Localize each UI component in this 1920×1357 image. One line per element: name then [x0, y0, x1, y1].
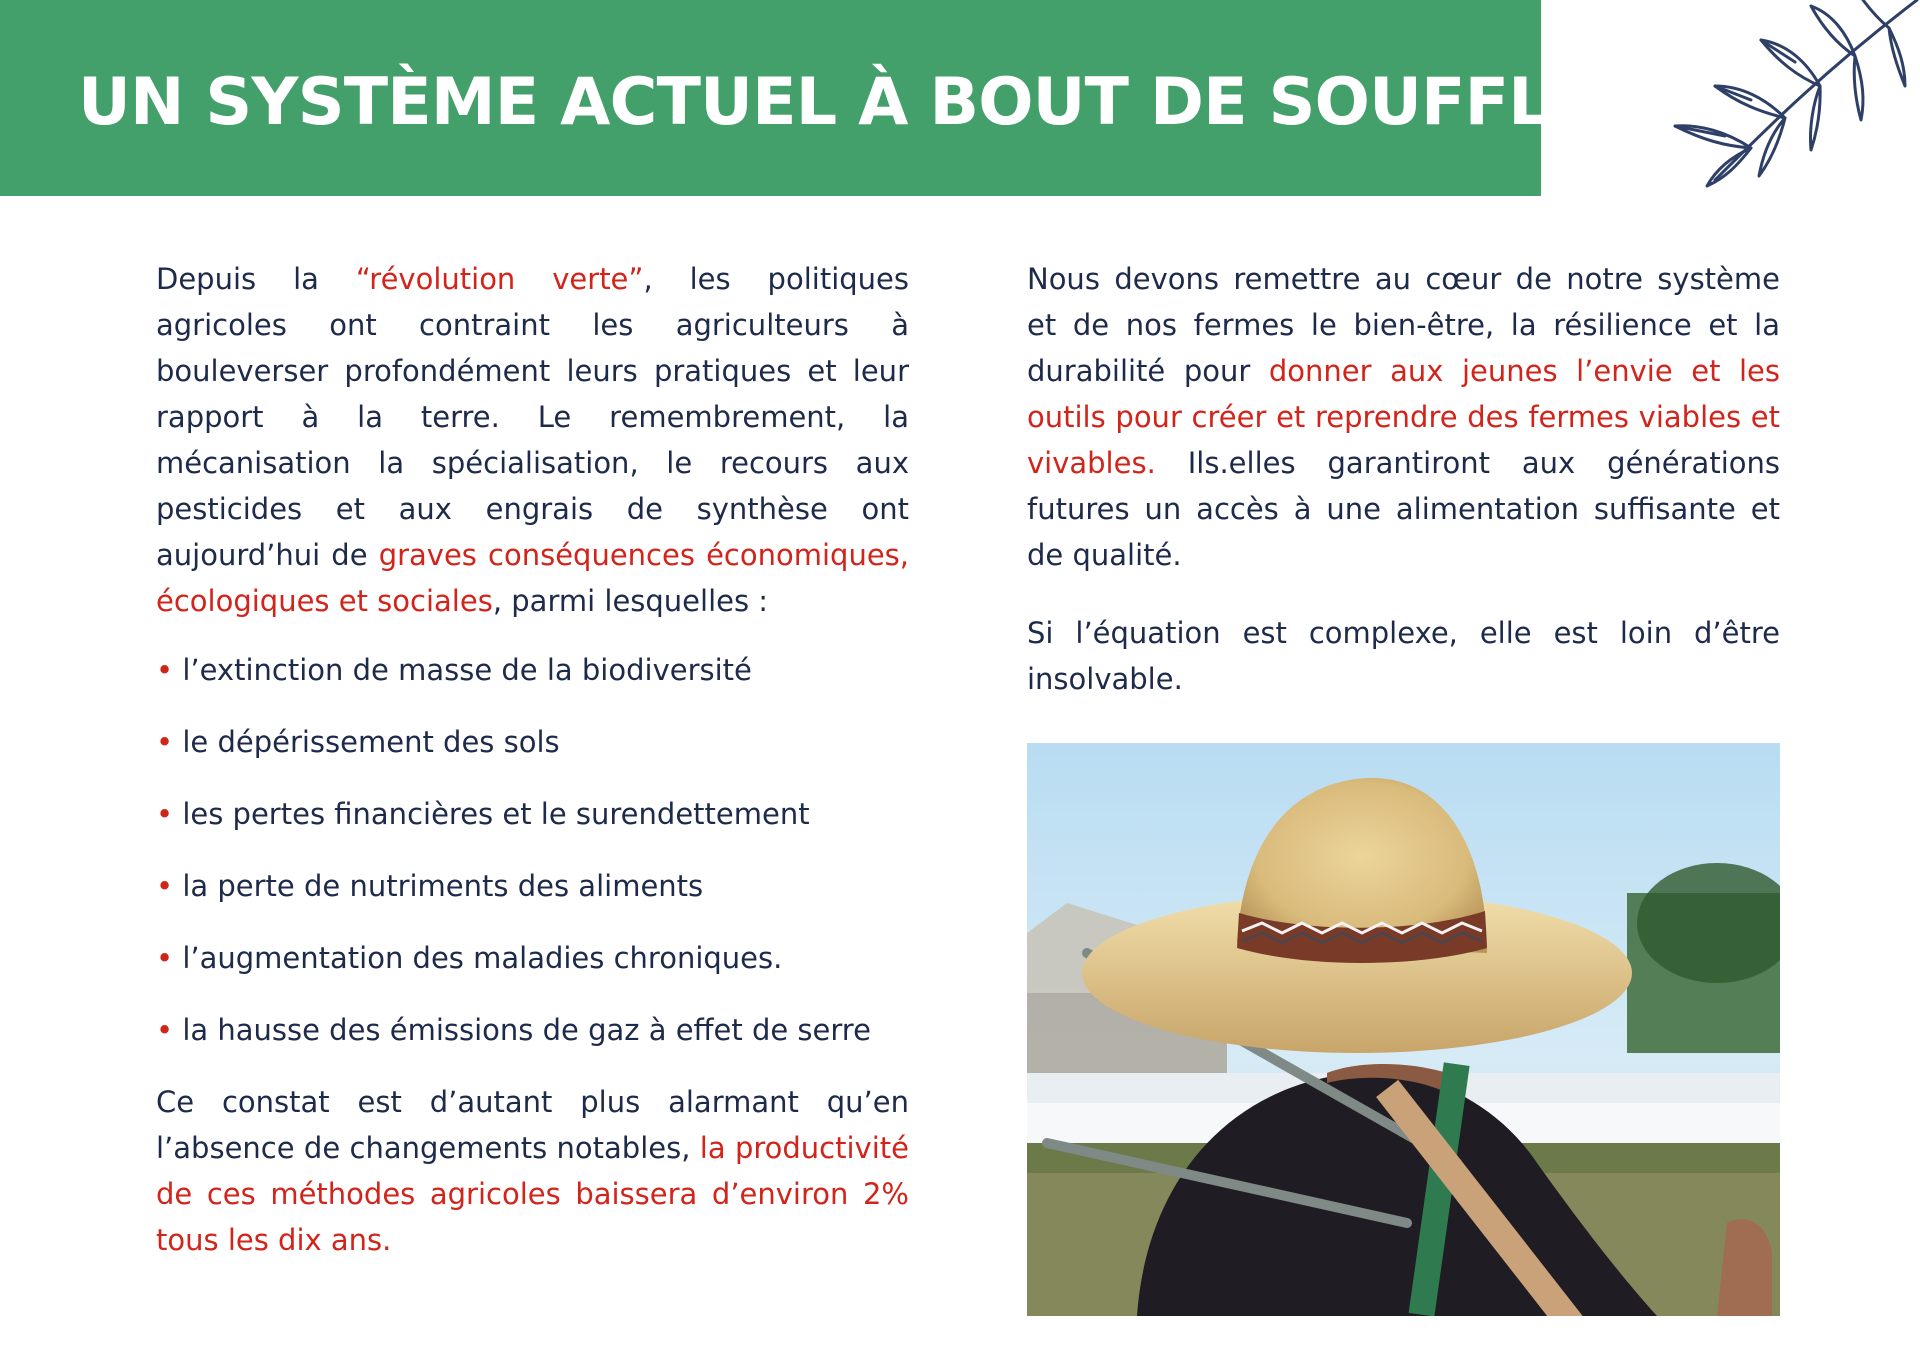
list-item [156, 719, 909, 765]
page-title: UN SYSTÈME ACTUEL À BOUT DE SOUFFLE [78, 65, 1593, 140]
intro-text-1: Depuis la [156, 262, 356, 296]
list-item-text: le dépérissement des sols [182, 725, 560, 759]
right-paragraph-2: Si l’équation est complexe, elle est loin d’être insolvable. [1027, 616, 1780, 696]
bullet-dot-icon: • [156, 725, 174, 759]
conclusion-text: Ce constat est d’autant plus alarmant qu’en l’absence de changements notables, [156, 1085, 909, 1165]
left-column [156, 256, 909, 1263]
intro-highlight-consequences: graves conséquences économiques, écologiques et sociales [156, 538, 909, 618]
bullet-dot-icon: • [156, 797, 174, 831]
intro-highlight-revolution: “révolution verte” [355, 262, 644, 296]
list-item [156, 1007, 909, 1053]
bullet-dot-icon: • [156, 941, 174, 975]
right-highlight: donner aux jeunes l’envie et les outils pour créer et reprendre des fermes viables et vivables. [1027, 354, 1780, 480]
intro-text-2: , les politiques agricoles ont contraint les agriculteurs à bouleverser profondément leurs pratiques et leur rapport à la terre. Le remembrement, la mécanisation la spécialisation, le recours aux pesticides et aux engrais de synthèse ont aujourd’hui de [156, 262, 909, 572]
list-item-text: l’extinction de masse de la biodiversité [182, 653, 752, 687]
right-column [1027, 256, 1780, 702]
farmer-photo [1027, 743, 1780, 1316]
list-item [156, 935, 909, 981]
list-item [156, 647, 909, 693]
conclusion-paragraph [156, 1079, 909, 1263]
list-item-text: les pertes financières et le surendettement [182, 797, 810, 831]
list-item-text: l’augmentation des maladies chroniques. [182, 941, 783, 975]
right-text-1: Nous devons remettre au cœur de notre système et de nos fermes le bien-être, la résilience et la durabilité pour [1027, 262, 1780, 388]
consequences-list [156, 647, 909, 1053]
intro-text-3: , parmi lesquelles : [492, 584, 769, 618]
leaf-sprig-icon [1655, 0, 1920, 195]
list-item-text: la perte de nutriments des aliments [182, 869, 704, 903]
intro-paragraph [156, 256, 909, 624]
bullet-dot-icon: • [156, 1013, 174, 1047]
farmer-straw-hat-image [1027, 743, 1780, 1316]
list-item [156, 791, 909, 837]
right-paragraph-1 [1027, 256, 1780, 578]
list-item [156, 863, 909, 909]
conclusion-highlight: la productivité de ces méthodes agricoles baissera d’environ 2% tous les dix ans. [156, 1131, 909, 1257]
bullet-dot-icon: • [156, 869, 174, 903]
title-band [0, 0, 1593, 196]
right-text-2: Ils.elles garantiront aux générations futures un accès à une alimentation suffisante et de qualité. [1027, 446, 1780, 572]
list-item-text: la hausse des émissions de gaz à effet de serre [182, 1013, 871, 1047]
bullet-dot-icon: • [156, 653, 174, 687]
